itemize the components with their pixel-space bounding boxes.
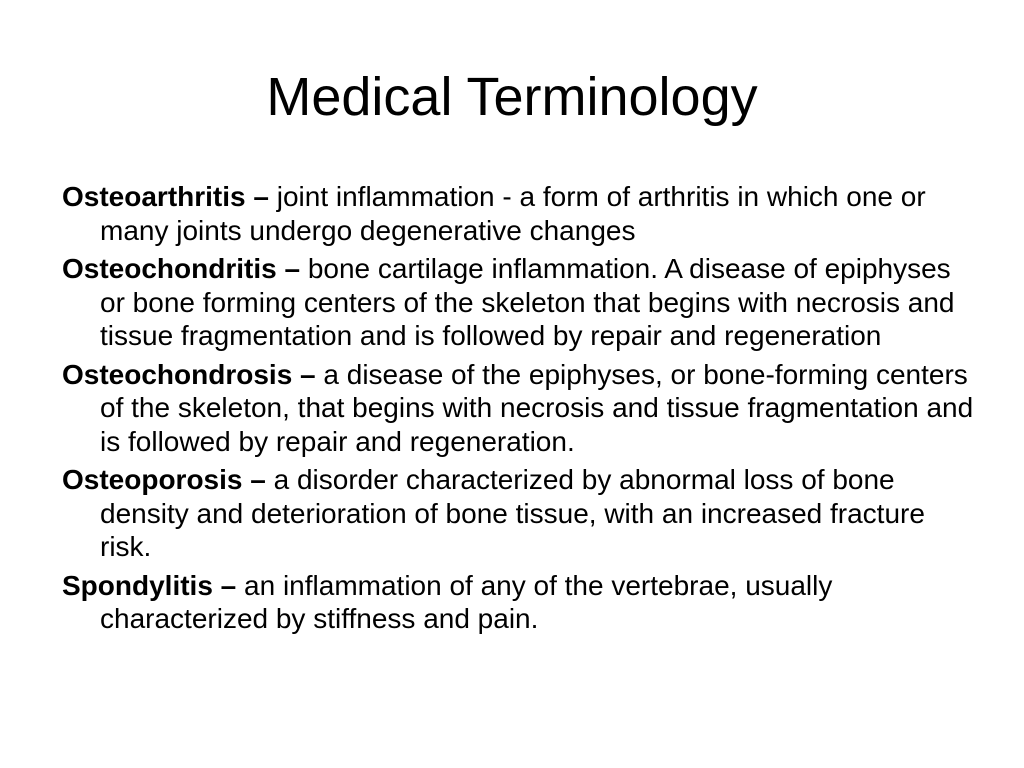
term-entry-osteochondrosis (62, 358, 982, 459)
terminology-list (62, 180, 982, 641)
term-entry-osteoarthritis (62, 180, 982, 247)
term-definition: an inflammation of any of the vertebrae, usually characterized by stiffness and pain. (100, 569, 833, 634)
term-label: Osteoporosis – (62, 464, 266, 495)
term-label: Osteochondritis – (62, 253, 301, 284)
term-entry-osteoporosis (62, 463, 982, 564)
term-entry-spondylitis (62, 569, 982, 636)
term-definition: joint inflammation - a form of arthritis in which one or many joints undergo degenerative changes (100, 181, 926, 246)
term-definition: a disease of the epiphyses, or bone-forming centers of the skeleton, that begins with necrosis and tissue fragmentation and is followed by repair and regeneration. (100, 358, 974, 457)
term-label: Osteochondrosis – (62, 358, 316, 390)
term-label: Spondylitis – (62, 569, 237, 601)
term-entry-osteochondritis (62, 252, 982, 353)
term-label: Osteoarthritis – (62, 181, 269, 212)
term-definition: bone cartilage inflammation. A disease of epiphyses or bone forming centers of the skeleton that begins with necrosis and tissue fragmentation and is followed by repair and regeneration (100, 253, 955, 351)
term-definition: a disorder characterized by abnormal loss of bone density and deterioration of bone tissue, with an increased fracture risk. (100, 464, 925, 562)
slide-title: Medical Terminology (266, 67, 758, 127)
